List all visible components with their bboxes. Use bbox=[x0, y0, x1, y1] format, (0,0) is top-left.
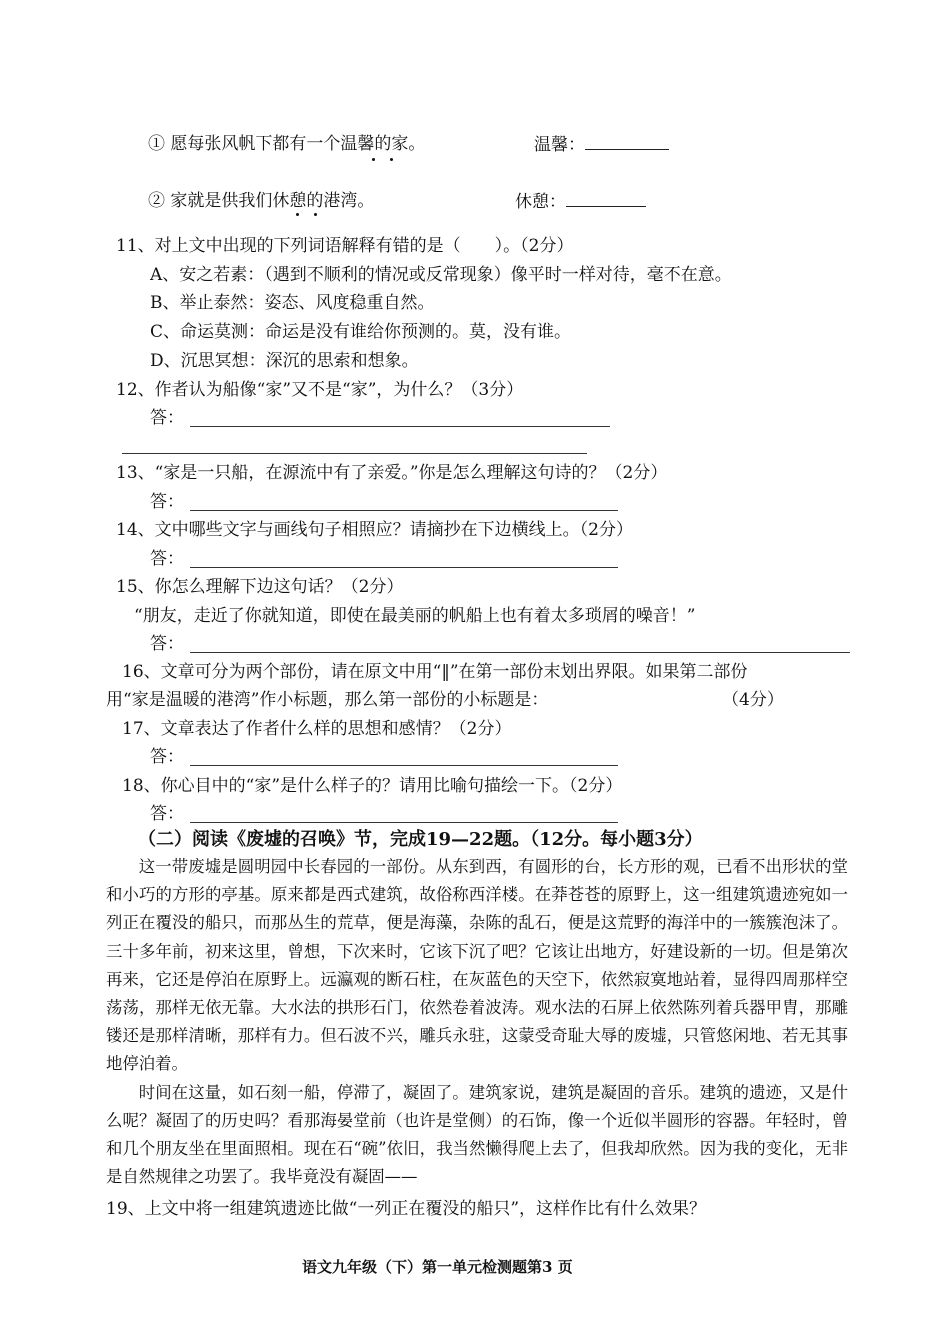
question-12: 12、作者认为船像“家”又不是“家”，为什么？（3分） bbox=[116, 380, 524, 400]
question-16-score: （4分） bbox=[722, 690, 784, 710]
question-16-line-2: 用“家是温暖的港湾”作小标题，那么第一部份的小标题是： bbox=[106, 690, 549, 710]
question-14: 14、文中哪些文字与画线句子相照应？请摘抄在下边横线上。（2分） bbox=[116, 520, 633, 540]
q11-option-b: B、举止泰然：姿态、风度稳重自然。 bbox=[150, 293, 435, 313]
q11-option-d: D、沉思冥想：深沉的思索和想象。 bbox=[150, 351, 419, 371]
vocab-word-1: 温馨： bbox=[534, 135, 585, 155]
emphasis-dot bbox=[390, 158, 393, 161]
vocab-answer-2 bbox=[515, 190, 646, 213]
question-17: 17、文章表达了作者什么样的思想和感情？（2分） bbox=[122, 719, 512, 739]
vocab-sentence-1: ① 愿每张风帆下都有一个温馨的家。 bbox=[148, 134, 426, 154]
answer-line[interactable] bbox=[122, 453, 587, 454]
answer-line[interactable] bbox=[190, 426, 610, 427]
vocab-answer-1 bbox=[534, 133, 669, 156]
question-15: 15、你怎么理解下边这句话？（2分） bbox=[116, 577, 404, 597]
vocab-sentence-2: ② 家就是供我们休憩的港湾。 bbox=[148, 191, 375, 211]
q15-quote: “朋友，走近了你就知道，即使在最美丽的帆船上也有着太多琐屑的噪音！” bbox=[134, 606, 696, 626]
reading-passage bbox=[106, 853, 848, 1191]
answer-line[interactable] bbox=[190, 765, 618, 766]
vocab-word-2: 休憩： bbox=[515, 192, 566, 212]
answer-label: 答： bbox=[150, 408, 184, 428]
question-11: 11、对上文中出现的下列词语解释有错的是（ ）。（2分） bbox=[116, 236, 574, 256]
answer-line[interactable] bbox=[190, 567, 618, 568]
emphasis-dot bbox=[372, 158, 375, 161]
question-19: 19、上文中将一组建筑遗迹比做“一列正在覆没的船只”，这样作比有什么效果？ bbox=[106, 1199, 707, 1219]
answer-label: 答： bbox=[150, 549, 184, 569]
question-16-line-1: 16、文章可分为两个部份，请在原文中用“‖”在第一部份末划出界限。如果第二部份 bbox=[122, 662, 748, 682]
vocab-blank-1[interactable] bbox=[585, 133, 669, 150]
answer-label: 答： bbox=[150, 804, 184, 824]
passage-paragraph-1: 这一带废墟是圆明园中长春园的一部份。从东到西，有圆形的台，长方形的观，已看不出形状的堂和小巧的方形的亭基。原来都是西式建筑，故俗称西洋楼。在莽苍苍的原野上，这一组建筑遗迹宛如一列正在覆没的船只，而那丛生的荒草，便是海藻，杂陈的乱石，便是这荒野的海洋中的一簇簇泡沫了。三十多年前，初来这里，曾想，下次来时，它该下沉了吧？它该让出地方，好建设新的一切。但是第次再来，它还是停泊在原野上。远瀛观的断石柱，在灰蓝色的天空下，依然寂寞地站着，显得四周那样空荡荡，那样无依无靠。大水法的拱形石门，依然卷着波涛。观水法的石屏上依然陈列着兵器甲胄，那雕镂还是那样清晰，那样有力。但石波不兴，雕兵永驻，这蒙受奇耻大辱的废墟，只管悠闲地、若无其事地停泊着。 bbox=[106, 857, 848, 1074]
answer-label: 答： bbox=[150, 492, 184, 512]
question-13: 13、“家是一只船，在源流中有了亲爱。”你是怎么理解这句诗的？（2分） bbox=[116, 463, 668, 483]
emphasis-dot bbox=[314, 213, 317, 216]
answer-line[interactable] bbox=[190, 822, 618, 823]
answer-line[interactable] bbox=[190, 510, 618, 511]
answer-label: 答： bbox=[150, 747, 184, 767]
answer-line[interactable] bbox=[190, 652, 850, 653]
emphasis-dot bbox=[296, 213, 299, 216]
footer-text: 语文九年级（下）第一单元检测题第 bbox=[302, 1258, 543, 1276]
section-2-title: （二）阅读《废墟的召唤》节，完成19—22题。（12分。每小题3分） bbox=[138, 829, 703, 850]
question-18: 18、你心目中的“家”是什么样子的？请用比喻句描绘一下。（2分） bbox=[122, 776, 623, 796]
q11-option-c: C、命运莫测：命运是没有谁给你预测的。莫，没有谁。 bbox=[150, 322, 572, 342]
page-number: 3 bbox=[542, 1258, 553, 1276]
passage-paragraph-2: 时间在这量，如石刻一船，停滞了，凝固了。建筑家说，建筑是凝固的音乐。建筑的遗迹，又是什么呢？凝固了的历史吗？看那海晏堂前（也许是堂侧）的石饰，像一个近似半圆形的容器。年轻时，曾和几个朋友坐在里面照相。现在石“碗”依旧，我当然懒得爬上去了，但我却欣然。因为我的变化，无非是自然规律之功罢了。我毕竟没有凝固—— bbox=[106, 1082, 848, 1187]
footer-page-label: 页 bbox=[557, 1258, 573, 1276]
answer-label: 答： bbox=[150, 634, 184, 654]
page-footer bbox=[302, 1256, 573, 1278]
q11-option-a: A、安之若素：（遇到不顺利的情况或反常现象）像平时一样对待，毫不在意。 bbox=[150, 265, 732, 285]
vocab-blank-2[interactable] bbox=[566, 190, 646, 207]
